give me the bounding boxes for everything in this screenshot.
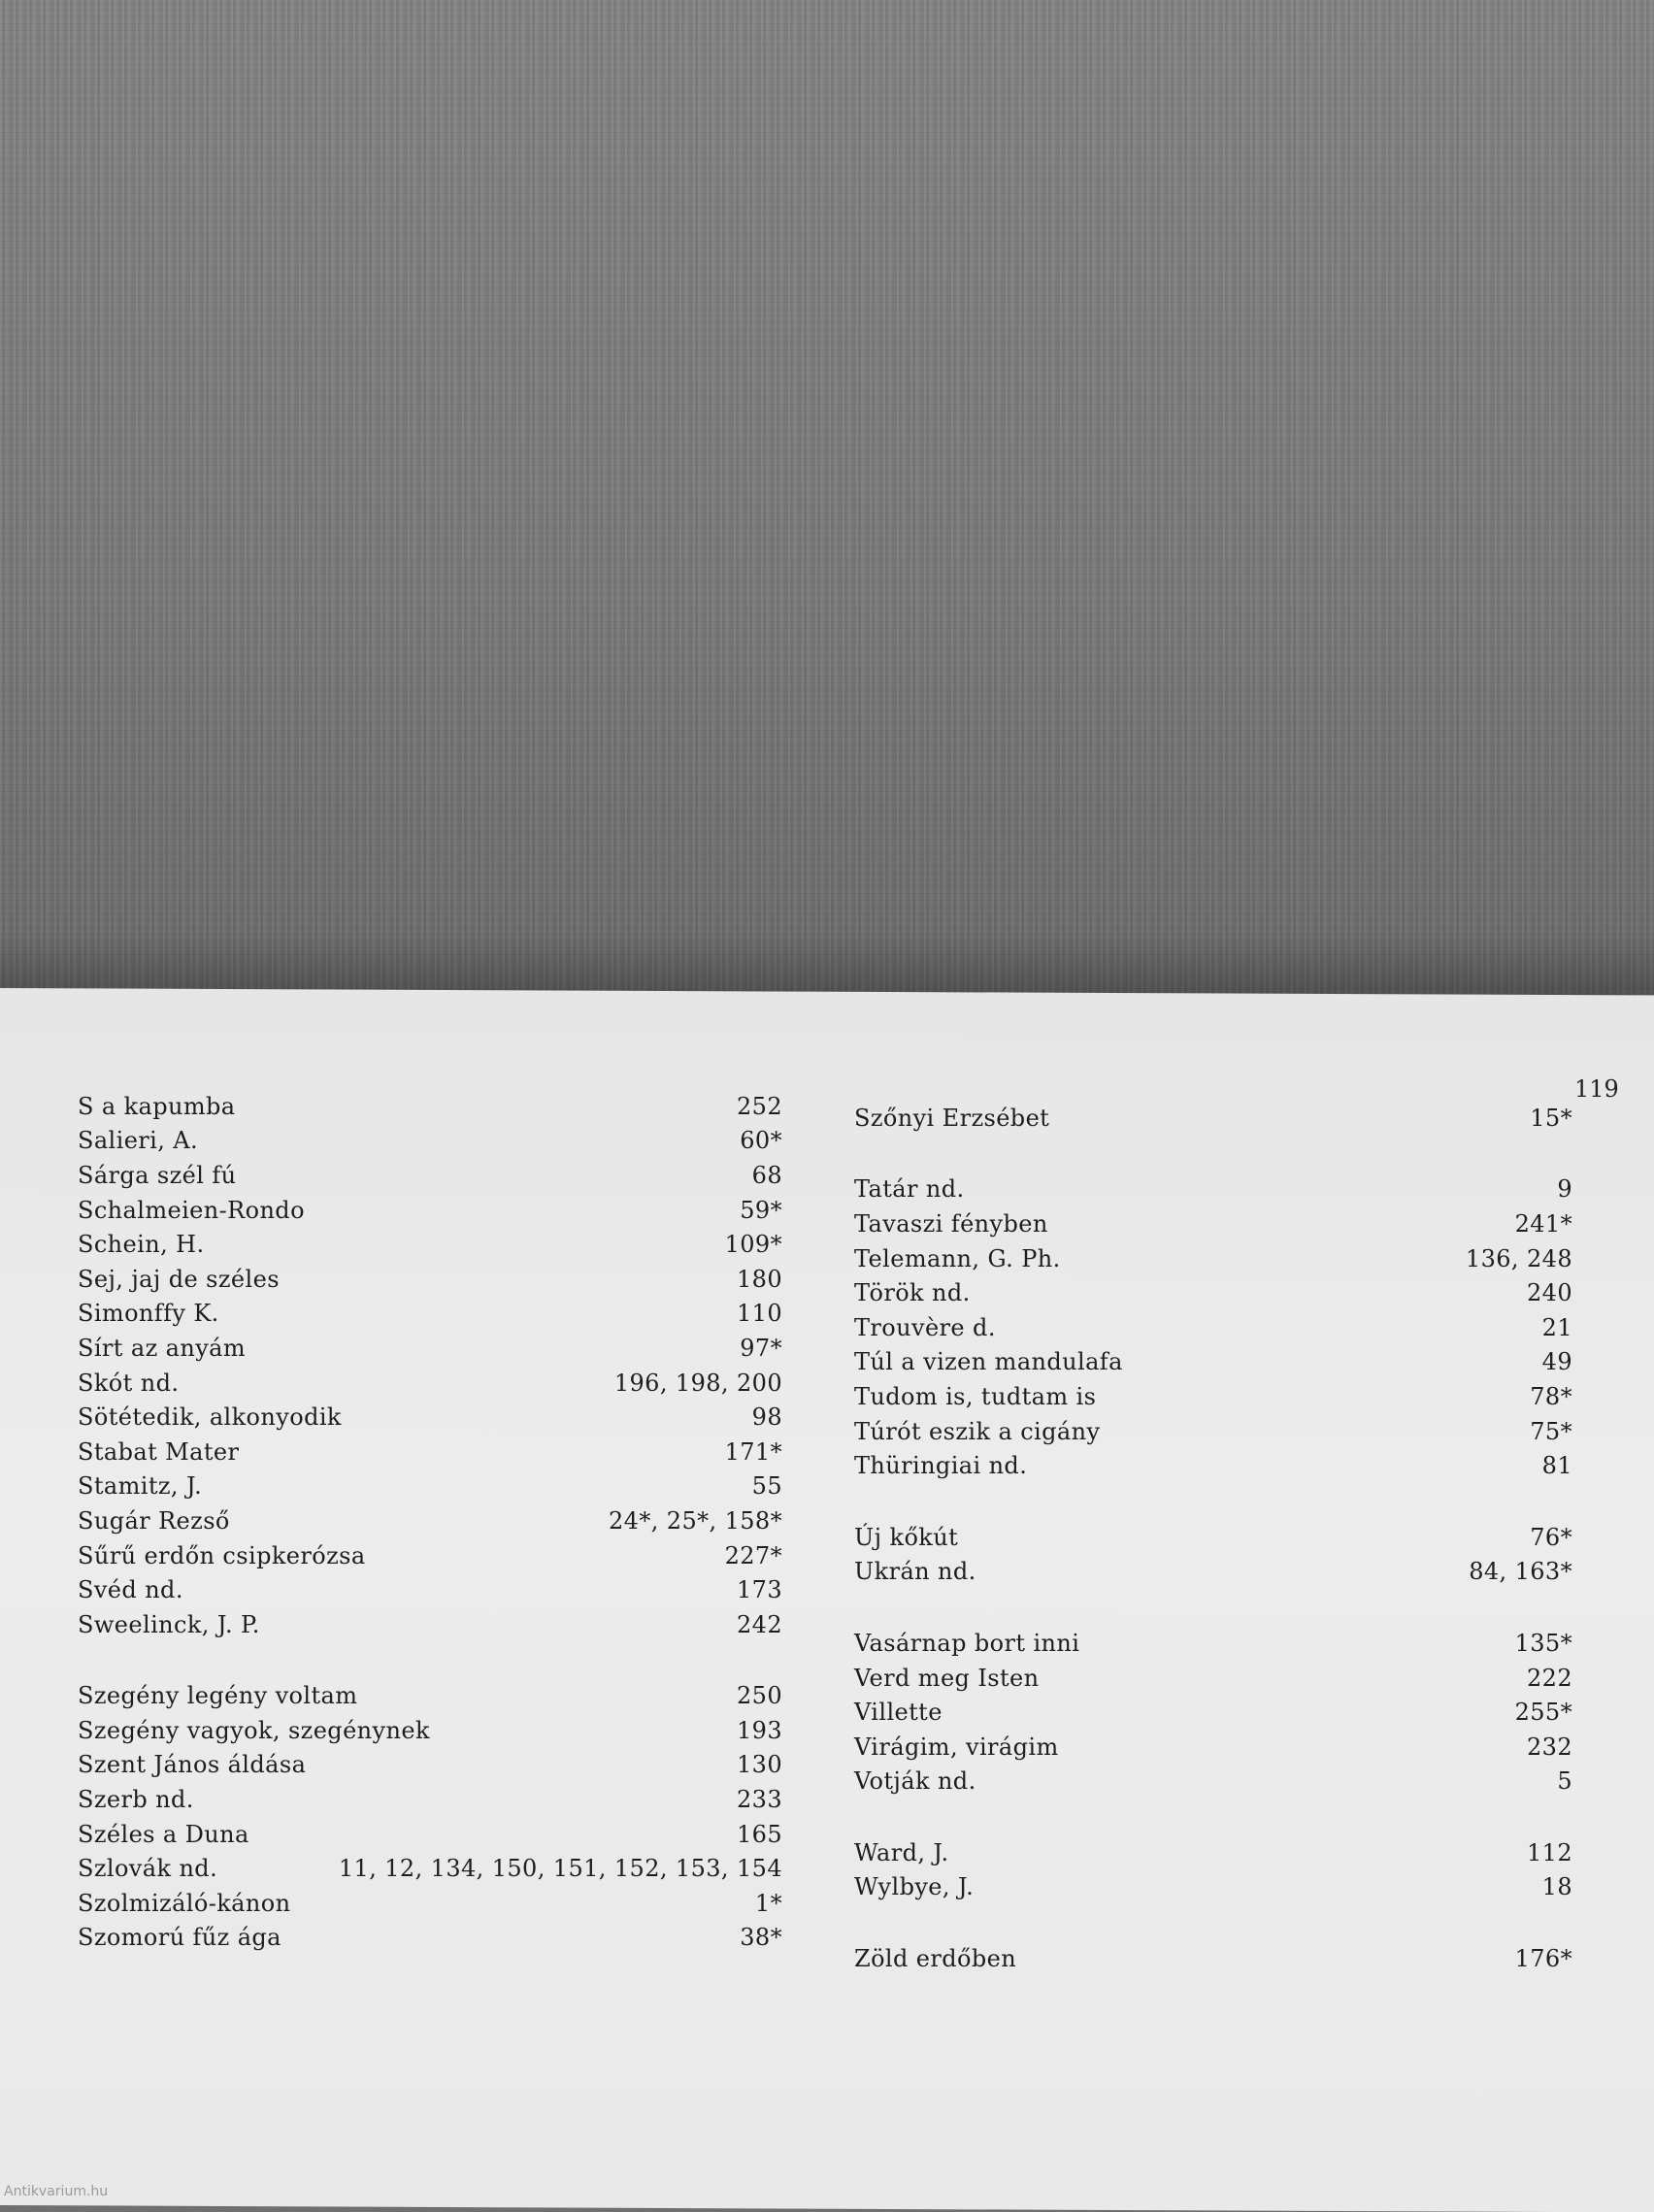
index-entry xyxy=(854,1835,1572,1870)
index-entry xyxy=(78,1435,796,1469)
index-entry xyxy=(854,1695,1572,1730)
entry-pages: 75* xyxy=(1530,1417,1572,1445)
entry-pages: 15* xyxy=(1530,1104,1572,1132)
entry-title: S a kapumba xyxy=(78,1092,236,1120)
entry-title: Szőnyi Erzsébet xyxy=(854,1104,1050,1132)
entry-title: Sweelinck, J. P. xyxy=(78,1610,260,1638)
entry-title: Tudom is, tudtam is xyxy=(854,1382,1097,1410)
entry-title: Wylbye, J. xyxy=(854,1873,975,1901)
entry-title: Széles a Duna xyxy=(78,1820,249,1848)
entry-pages: 130 xyxy=(736,1751,782,1779)
index-entry xyxy=(854,1870,1572,1905)
entry-title: Schein, H. xyxy=(78,1231,205,1259)
entry-pages: 98 xyxy=(751,1403,782,1432)
section-gap xyxy=(854,1483,1572,1520)
index-entry xyxy=(78,1193,796,1228)
entry-title: Svéd nd. xyxy=(78,1576,183,1604)
entry-pages: 176* xyxy=(1514,1945,1572,1973)
entry-pages: 59* xyxy=(740,1196,782,1224)
entry-title: Ward, J. xyxy=(854,1838,949,1866)
index-entry xyxy=(854,1275,1572,1310)
index-entry xyxy=(854,1241,1572,1276)
entry-title: Túl a vizen mandulafa xyxy=(854,1348,1123,1376)
entry-title: Új kőkút xyxy=(854,1523,959,1551)
index-entry xyxy=(854,1520,1572,1555)
entry-title: Tavaszi fényben xyxy=(854,1209,1048,1238)
entry-title: Szlovák nd. xyxy=(78,1855,218,1883)
index-entry xyxy=(78,1538,796,1573)
entry-title: Szent János áldása xyxy=(78,1751,307,1779)
index-entry xyxy=(78,1262,796,1297)
entry-pages: 233 xyxy=(736,1786,782,1814)
entry-title: Szerb nd. xyxy=(78,1786,194,1814)
entry-pages: 11, 12, 134, 150, 151, 152, 153, 154 xyxy=(338,1855,782,1883)
index-entry xyxy=(854,1765,1572,1799)
entry-title: Sírt az anyám xyxy=(78,1334,247,1362)
entry-title: Stamitz, J. xyxy=(78,1472,203,1501)
index-entry xyxy=(854,1345,1572,1380)
entry-pages: 97* xyxy=(740,1334,782,1362)
entry-title: Ukrán nd. xyxy=(854,1558,976,1586)
entry-pages: 9 xyxy=(1557,1175,1572,1204)
index-entry xyxy=(854,1172,1572,1207)
entry-pages: 112 xyxy=(1526,1838,1572,1866)
index-entry xyxy=(78,1227,796,1262)
entry-pages: 60* xyxy=(740,1127,782,1155)
entry-title: Török nd. xyxy=(854,1279,971,1307)
index-entry xyxy=(78,1366,796,1401)
entry-pages: 165 xyxy=(736,1820,782,1848)
entry-pages: 252 xyxy=(736,1092,782,1120)
index-entry xyxy=(78,1297,796,1332)
entry-pages: 255* xyxy=(1514,1699,1572,1727)
index-entry xyxy=(854,1379,1572,1414)
entry-title: Telemann, G. Ph. xyxy=(854,1244,1061,1272)
entry-pages: 173 xyxy=(736,1576,782,1604)
index-entry xyxy=(78,1748,796,1783)
entry-pages: 55 xyxy=(751,1472,782,1501)
entry-pages: 232 xyxy=(1526,1733,1572,1761)
entry-pages: 196, 198, 200 xyxy=(613,1369,782,1397)
index-entry xyxy=(78,1679,796,1714)
entry-pages: 78* xyxy=(1530,1382,1572,1410)
entry-pages: 81 xyxy=(1541,1452,1572,1480)
entry-pages: 68 xyxy=(751,1161,782,1189)
entry-pages: 136, 248 xyxy=(1465,1244,1572,1272)
entry-title: Virágim, virágim xyxy=(854,1733,1059,1761)
entry-pages: 171* xyxy=(724,1437,782,1466)
index-entry xyxy=(78,1124,796,1159)
entry-title: Sűrű erdőn csipkerózsa xyxy=(78,1541,366,1569)
index-entry xyxy=(78,1921,796,1956)
page-number: 119 xyxy=(1574,1075,1619,1103)
index-entry xyxy=(78,1782,796,1817)
entry-pages: 38* xyxy=(740,1924,782,1952)
entry-title: Verd meg Isten xyxy=(854,1664,1040,1692)
entry-title: Szomorú fűz ága xyxy=(78,1924,281,1952)
index-entry xyxy=(78,1572,796,1607)
entry-pages: 76* xyxy=(1530,1523,1572,1551)
entry-pages: 1* xyxy=(754,1889,782,1917)
entry-title: Tatár nd. xyxy=(854,1175,965,1204)
entry-title: Trouvère d. xyxy=(854,1313,996,1341)
index-entry xyxy=(78,1158,796,1193)
index-entry xyxy=(854,1661,1572,1696)
entry-title: Szegény legény voltam xyxy=(78,1682,358,1710)
entry-title: Villette xyxy=(854,1699,943,1727)
index-entry xyxy=(854,1626,1572,1661)
entry-pages: 21 xyxy=(1541,1313,1572,1341)
index-entry xyxy=(78,1400,796,1435)
entry-title: Votják nd. xyxy=(854,1767,976,1796)
entry-pages: 240 xyxy=(1526,1279,1572,1307)
index-entry xyxy=(78,1089,796,1124)
entry-pages: 193 xyxy=(736,1716,782,1744)
index-column-left xyxy=(78,1089,796,1955)
entry-title: Salieri, A. xyxy=(78,1127,199,1155)
entry-pages: 242 xyxy=(736,1610,782,1638)
entry-pages: 180 xyxy=(736,1265,782,1293)
entry-pages: 109* xyxy=(724,1231,782,1259)
section-gap xyxy=(854,1799,1572,1835)
entry-title: Thüringiai nd. xyxy=(854,1452,1028,1480)
index-entry xyxy=(78,1851,796,1886)
index-entry xyxy=(854,1310,1572,1345)
index-entry xyxy=(78,1469,796,1504)
section-gap xyxy=(854,1904,1572,1941)
entry-title: Vasárnap bort inni xyxy=(854,1629,1080,1657)
index-entry xyxy=(854,1941,1572,1976)
entry-title: Sej, jaj de széles xyxy=(78,1265,280,1293)
entry-title: Sugár Rezső xyxy=(78,1506,230,1535)
index-entry xyxy=(854,1101,1572,1136)
index-column-right xyxy=(854,1101,1572,1976)
entry-title: Schalmeien-Rondo xyxy=(78,1196,305,1224)
index-entry xyxy=(78,1713,796,1748)
index-entry xyxy=(78,1817,796,1852)
watermark: Antikvarium.hu xyxy=(4,2184,109,2199)
entry-title: Stabat Mater xyxy=(78,1437,240,1466)
entry-title: Sötétedik, alkonyodik xyxy=(78,1403,342,1432)
entry-pages: 49 xyxy=(1541,1348,1572,1376)
index-entry xyxy=(854,1555,1572,1590)
entry-pages: 241* xyxy=(1514,1209,1572,1238)
section-gap xyxy=(854,1589,1572,1626)
entry-title: Szegény vagyok, szegénynek xyxy=(78,1716,430,1744)
index-entry xyxy=(854,1206,1572,1241)
index-entry xyxy=(78,1331,796,1366)
entry-title: Sárga szél fú xyxy=(78,1161,237,1189)
section-gap xyxy=(78,1642,796,1679)
entry-pages: 18 xyxy=(1541,1873,1572,1901)
wooden-table-background xyxy=(0,0,1654,1009)
index-entry xyxy=(854,1448,1572,1483)
entry-title: Simonffy K. xyxy=(78,1300,219,1328)
index-entry xyxy=(854,1730,1572,1765)
entry-title: Szolmizáló-kánon xyxy=(78,1889,291,1917)
index-entry xyxy=(78,1886,796,1921)
entry-pages: 222 xyxy=(1526,1664,1572,1692)
entry-pages: 110 xyxy=(736,1300,782,1328)
entry-pages: 24*, 25*, 158* xyxy=(608,1506,782,1535)
entry-pages: 227* xyxy=(724,1541,782,1569)
index-entry xyxy=(78,1503,796,1538)
entry-title: Skót nd. xyxy=(78,1369,180,1397)
section-gap xyxy=(854,1136,1572,1172)
index-entry xyxy=(854,1414,1572,1449)
entry-pages: 250 xyxy=(736,1682,782,1710)
entry-pages: 5 xyxy=(1557,1767,1572,1796)
entry-title: Zöld erdőben xyxy=(854,1945,1017,1973)
entry-pages: 135* xyxy=(1514,1629,1572,1657)
index-entry xyxy=(78,1607,796,1642)
entry-title: Túrót eszik a cigány xyxy=(854,1417,1101,1445)
entry-pages: 84, 163* xyxy=(1469,1558,1572,1586)
